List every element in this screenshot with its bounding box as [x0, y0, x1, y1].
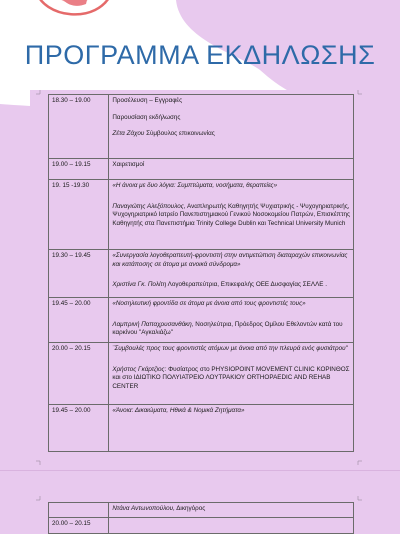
table-row [49, 343, 354, 405]
page-break [0, 470, 400, 471]
speaker-line [112, 366, 350, 392]
table-row [49, 518, 354, 534]
description-cell: Χαιρετισμοί [109, 159, 354, 180]
description-cell [109, 250, 354, 298]
time-cell: 19.45 – 20.00 [49, 298, 109, 343]
table-row [49, 503, 354, 518]
table-row [49, 180, 354, 250]
speaker-bio: Δικηγόρος [174, 505, 206, 512]
time-cell: 20.00 – 20.15 [49, 518, 109, 534]
speaker-name: Λαμπρινή Παπαχρυσανθάκη, [112, 320, 194, 328]
description-cell [109, 343, 354, 405]
presentation-text: Παρουσίαση εκδήλωσης [112, 113, 181, 121]
description-cell [109, 95, 354, 159]
speaker-line [112, 203, 350, 229]
host-name: Ζέτα Ζάχου [112, 130, 145, 137]
description-cell [109, 405, 354, 452]
time-cell: 18.30 – 19.00 [49, 95, 109, 159]
table-row [49, 159, 354, 180]
time-cell: 19.30 – 19.45 [49, 250, 109, 298]
talk-title: «Η άνοια με δυο λόγια: Συμπτώματα, νοσήματα, θεραπείες» [112, 182, 278, 189]
arrival-text: Προσέλευση – Εγγραφές [112, 97, 183, 104]
talk-title: ¨Συμβουλές προς τους φροντιστές ατόμων με άνοια από την πλευρά ενός φυσιάτρου" [112, 345, 348, 352]
description-cell [109, 518, 354, 534]
program-table [48, 94, 354, 452]
time-cell: 19.00 – 19.15 [49, 159, 109, 180]
program-table-continued [48, 502, 354, 534]
organization-logo [28, 0, 120, 28]
description-cell [109, 503, 354, 518]
speaker-name: Ντάνα Αντωνοπούλου, [112, 505, 175, 512]
table-row [49, 405, 354, 452]
table-row [49, 95, 354, 159]
speaker-line [112, 505, 350, 514]
talk-title: «Νοσηλευτική φροντίδα σε άτομα με άνοια από τους φροντιστές τους» [112, 300, 306, 307]
description-cell [109, 180, 354, 250]
table-row [49, 250, 354, 298]
speaker-name: Χριστίνα Γκ. Πολίτη [112, 281, 167, 288]
speaker-bio: Φυσίατρος στο PHYSIOPOINT MOVEMENT CLINIC ΚΟΡΙΝΘΟΣ και στο ΙΔΙΩΤΙΚΟ ΠΟΛΥΙΑΤΡΕΙΟ ΛΟΥΤΡΑΚΙΟΥ ORTHOPAEDIC AND REHAB CENTER [112, 365, 350, 390]
page-title: ΠΡΟΓΡΑΜΜΑ ΕΚΔΗΛΩΣΗΣ [24, 40, 376, 70]
description-cell [109, 298, 354, 343]
host-line [112, 130, 350, 139]
speaker-line [112, 321, 350, 338]
time-cell: 20.00 – 20.15 [49, 343, 109, 405]
time-cell [49, 503, 109, 518]
time-cell: 19.45 – 20.00 [49, 405, 109, 452]
talk-title: «Άνοια: Δικαιώματα, Ηθικά & Νομικά Ζητήματα» [112, 407, 245, 414]
speaker-name: Παναγιώτης Αλεξόπουλος, [112, 202, 186, 210]
table-row [49, 298, 354, 343]
time-cell: 19. 15 -19.30 [49, 180, 109, 250]
speaker-bio: Αναπληρωτής Καθηγητής Ψυχιατρικής - Ψυχογηριατρικής, Ψυχογηριατρικό Ιατρείο Πανεπιστημιακού Γενικού Νοσοκομείου Πατρών, Επισκέπτης Καθηγητής στα Πανεπιστήμια Trinity College Dublin και Technical University Munich [112, 202, 350, 227]
host-role: Σύμβουλος επικοινωνίας [144, 130, 215, 137]
speaker-line [112, 281, 350, 290]
speaker-name: Χρήστος Γκάρτζιος: [112, 365, 167, 373]
talk-title: «Συνεργασία λογοθεραπευτή-φροντιστή στην αντιμετώπιση διαταραχών επικοινωνίας και κατάποσης σε άτομα με ανοικά σύνδρομα» [112, 252, 348, 268]
speaker-bio: Νοσηλεύτρια, Πρόεδρος Ομίλου Εθελοντών κατά του καρκίνου "Αγκαλιάζω" [112, 320, 343, 336]
speaker-bio: Λογοθεραπεύτρια, Επικεφαλής ΟΕΕ Δυσφαγίας ΣΕΛΛΕ . [166, 281, 327, 288]
